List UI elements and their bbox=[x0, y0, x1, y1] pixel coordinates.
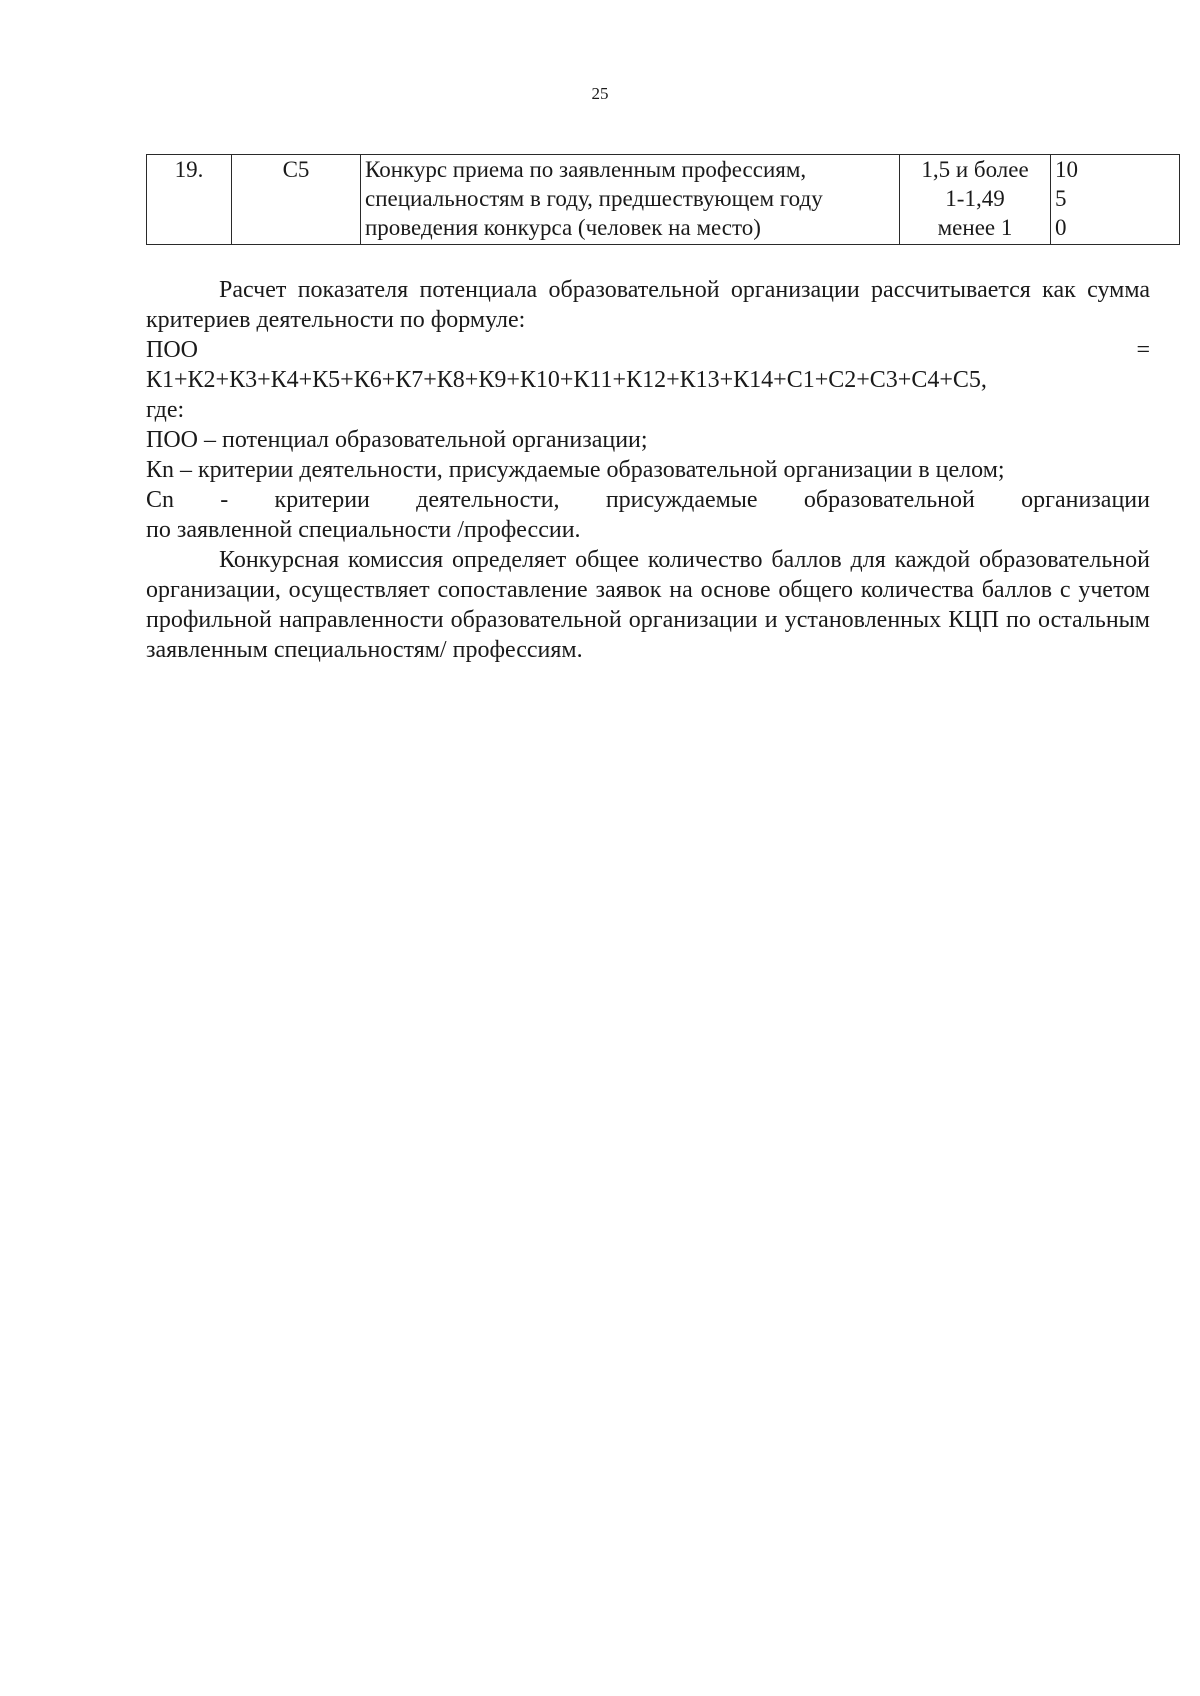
criterion-ranges bbox=[900, 155, 1051, 245]
cn-word: деятельности, bbox=[416, 487, 560, 513]
cn-word: критерии bbox=[274, 487, 370, 513]
definition-cn bbox=[146, 485, 1150, 515]
formula-head bbox=[146, 335, 1150, 365]
criterion-code: С5 bbox=[232, 155, 361, 245]
criterion-scores bbox=[1051, 155, 1180, 245]
cn-word: присуждаемые bbox=[605, 487, 758, 513]
description-line: специальностям в году, предшествующем году bbox=[365, 186, 823, 211]
formula-left: ПОО bbox=[146, 337, 198, 363]
description-line: проведения конкурса (человек на место) bbox=[365, 215, 761, 240]
cn-word: организации bbox=[1021, 487, 1150, 513]
row-number: 19. bbox=[147, 155, 232, 245]
description-line: Конкурс приема по заявленным профессиям, bbox=[365, 157, 807, 182]
cn-word: образовательной bbox=[803, 487, 975, 513]
table-row bbox=[147, 155, 1180, 245]
where-label: где: bbox=[146, 397, 185, 423]
paragraph-commission: Конкурсная комиссия определяет общее количество баллов для каждой образовательной организации, осуществляет сопоставление заявок на основе общего количества баллов с учетом профильной направленности образовательной организации и установленных КЦП по остальным заявленным специальностям/ профессиям. bbox=[146, 547, 1150, 663]
score-value: 5 bbox=[1055, 186, 1067, 211]
paragraph-calculation: Расчет показателя потенциала образовательной организации рассчитывается как сумма критериев деятельности по формуле: bbox=[146, 277, 1150, 333]
formula-expression: К1+К2+К3+К4+К5+К6+К7+К8+К9+К10+К11+К12+К13+К14+С1+С2+С3+С4+С5, bbox=[146, 367, 987, 393]
page-number: 25 bbox=[591, 84, 609, 103]
formula-equals: = bbox=[1136, 337, 1150, 363]
definition-cn-continuation: по заявленной специальности /профессии. bbox=[146, 517, 581, 543]
definition-kn: Кn – критерии деятельности, присуждаемые образовательной организации в целом; bbox=[146, 457, 1005, 483]
cn-word: - bbox=[220, 487, 229, 513]
criteria-table bbox=[146, 154, 1180, 245]
score-value: 10 bbox=[1055, 157, 1078, 182]
range-value: 1,5 и более bbox=[921, 157, 1029, 182]
score-value: 0 bbox=[1055, 215, 1067, 240]
range-value: 1-1,49 bbox=[945, 186, 1005, 211]
body-text bbox=[146, 275, 1150, 665]
criterion-description bbox=[361, 155, 900, 245]
cn-word: Сn bbox=[146, 487, 175, 513]
definition-poo: ПОО – потенциал образовательной организации; bbox=[146, 427, 648, 453]
range-value: менее 1 bbox=[937, 215, 1013, 240]
